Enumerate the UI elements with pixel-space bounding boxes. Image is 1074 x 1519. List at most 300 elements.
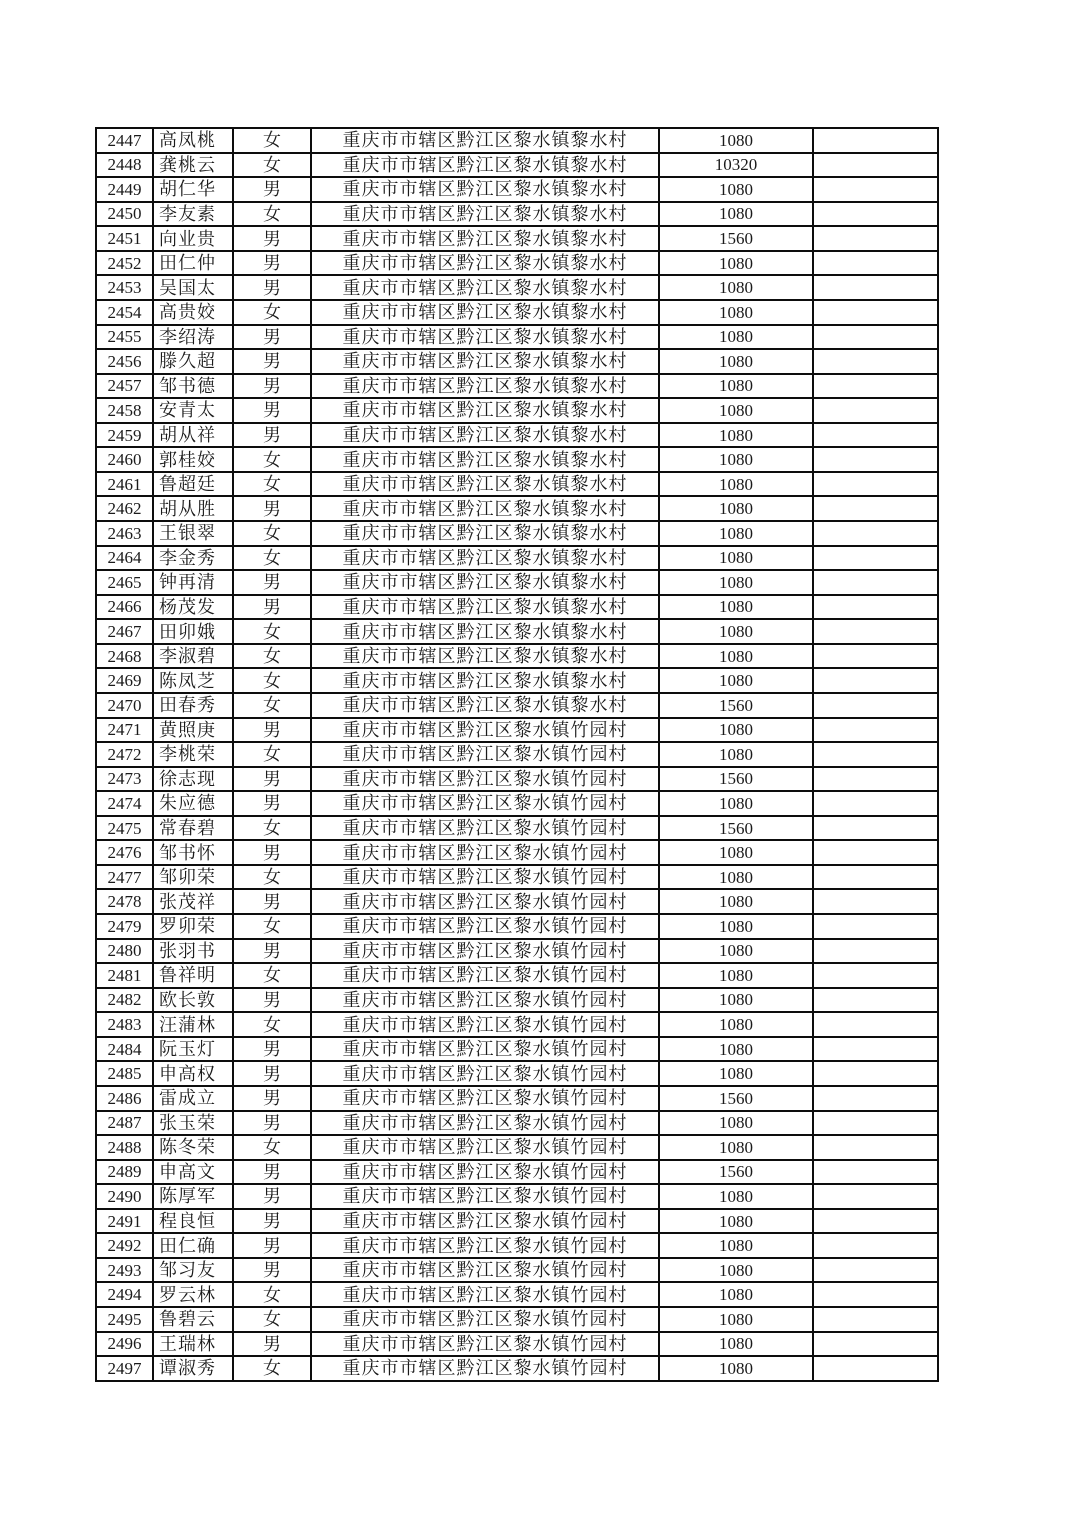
cell-name: 田春秀 — [153, 693, 233, 718]
cell-amount: 1080 — [659, 1233, 813, 1258]
cell-name: 李友素 — [153, 202, 233, 227]
cell-address: 重庆市市辖区黔江区黎水镇竹园村 — [311, 914, 659, 939]
cell-name: 张玉荣 — [153, 1111, 233, 1136]
cell-name: 张茂祥 — [153, 889, 233, 914]
cell-address: 重庆市市辖区黔江区黎水镇黎水村 — [311, 275, 659, 300]
cell-gender: 女 — [233, 1012, 311, 1037]
cell-gender: 男 — [233, 1233, 311, 1258]
cell-name: 陈凤芝 — [153, 668, 233, 693]
cell-name: 汪蒲林 — [153, 1012, 233, 1037]
cell-address: 重庆市市辖区黔江区黎水镇黎水村 — [311, 472, 659, 497]
cell-name: 龚桃云 — [153, 153, 233, 178]
cell-gender: 男 — [233, 275, 311, 300]
cell-address: 重庆市市辖区黔江区黎水镇黎水村 — [311, 251, 659, 276]
cell-blank — [813, 153, 938, 178]
cell-address: 重庆市市辖区黔江区黎水镇黎水村 — [311, 693, 659, 718]
cell-blank — [813, 619, 938, 644]
cell-gender: 男 — [233, 1037, 311, 1062]
table-row — [96, 177, 938, 202]
cell-amount: 1560 — [659, 816, 813, 841]
cell-blank — [813, 472, 938, 497]
cell-address: 重庆市市辖区黔江区黎水镇竹园村 — [311, 1111, 659, 1136]
cell-serial-number: 2450 — [96, 202, 153, 227]
cell-blank — [813, 1037, 938, 1062]
cell-blank — [813, 128, 938, 153]
cell-serial-number: 2462 — [96, 496, 153, 521]
cell-amount: 1080 — [659, 398, 813, 423]
cell-serial-number: 2461 — [96, 472, 153, 497]
cell-name: 罗云林 — [153, 1282, 233, 1307]
cell-blank — [813, 1061, 938, 1086]
cell-serial-number: 2464 — [96, 546, 153, 571]
cell-serial-number: 2467 — [96, 619, 153, 644]
cell-serial-number: 2468 — [96, 644, 153, 669]
cell-serial-number: 2454 — [96, 300, 153, 325]
cell-address: 重庆市市辖区黔江区黎水镇黎水村 — [311, 595, 659, 620]
cell-address: 重庆市市辖区黔江区黎水镇竹园村 — [311, 1233, 659, 1258]
cell-gender: 女 — [233, 128, 311, 153]
cell-gender: 男 — [233, 398, 311, 423]
cell-address: 重庆市市辖区黔江区黎水镇竹园村 — [311, 1307, 659, 1332]
cell-name: 高贵姣 — [153, 300, 233, 325]
cell-name: 欧长敦 — [153, 988, 233, 1013]
cell-name: 钟再清 — [153, 570, 233, 595]
cell-serial-number: 2494 — [96, 1282, 153, 1307]
cell-name: 滕久超 — [153, 349, 233, 374]
table-row — [96, 251, 938, 276]
cell-blank — [813, 718, 938, 743]
cell-serial-number: 2449 — [96, 177, 153, 202]
cell-amount: 1080 — [659, 840, 813, 865]
cell-amount: 1080 — [659, 300, 813, 325]
table-row — [96, 1111, 938, 1136]
cell-gender: 男 — [233, 177, 311, 202]
cell-blank — [813, 1184, 938, 1209]
table-row — [96, 374, 938, 399]
cell-gender: 男 — [233, 1209, 311, 1234]
cell-address: 重庆市市辖区黔江区黎水镇黎水村 — [311, 325, 659, 350]
cell-gender: 女 — [233, 1307, 311, 1332]
cell-gender: 男 — [233, 1160, 311, 1185]
cell-gender: 女 — [233, 668, 311, 693]
table-row — [96, 1356, 938, 1381]
cell-address: 重庆市市辖区黔江区黎水镇竹园村 — [311, 742, 659, 767]
cell-name: 邹书德 — [153, 374, 233, 399]
cell-serial-number: 2475 — [96, 816, 153, 841]
cell-blank — [813, 1209, 938, 1234]
cell-address: 重庆市市辖区黔江区黎水镇黎水村 — [311, 128, 659, 153]
cell-serial-number: 2491 — [96, 1209, 153, 1234]
cell-amount: 1080 — [659, 423, 813, 448]
cell-blank — [813, 1135, 938, 1160]
table-row — [96, 546, 938, 571]
cell-serial-number: 2474 — [96, 791, 153, 816]
table-row — [96, 300, 938, 325]
table-row — [96, 1086, 938, 1111]
cell-serial-number: 2486 — [96, 1086, 153, 1111]
cell-name: 阮玉灯 — [153, 1037, 233, 1062]
cell-address: 重庆市市辖区黔江区黎水镇竹园村 — [311, 963, 659, 988]
cell-amount: 1080 — [659, 1307, 813, 1332]
cell-serial-number: 2493 — [96, 1258, 153, 1283]
cell-serial-number: 2480 — [96, 939, 153, 964]
cell-serial-number: 2479 — [96, 914, 153, 939]
cell-serial-number: 2470 — [96, 693, 153, 718]
cell-amount: 1080 — [659, 644, 813, 669]
cell-amount: 1080 — [659, 202, 813, 227]
table-row — [96, 939, 938, 964]
table-row — [96, 275, 938, 300]
cell-gender: 男 — [233, 374, 311, 399]
table-row — [96, 1209, 938, 1234]
cell-gender: 男 — [233, 1086, 311, 1111]
cell-amount: 1080 — [659, 595, 813, 620]
cell-amount: 1080 — [659, 374, 813, 399]
table-row — [96, 840, 938, 865]
cell-blank — [813, 840, 938, 865]
cell-blank — [813, 988, 938, 1013]
cell-address: 重庆市市辖区黔江区黎水镇黎水村 — [311, 300, 659, 325]
cell-gender: 男 — [233, 939, 311, 964]
cell-blank — [813, 939, 938, 964]
cell-address: 重庆市市辖区黔江区黎水镇黎水村 — [311, 668, 659, 693]
cell-amount: 1560 — [659, 767, 813, 792]
cell-amount: 1560 — [659, 1160, 813, 1185]
cell-blank — [813, 1356, 938, 1381]
cell-name: 黄照庚 — [153, 718, 233, 743]
cell-serial-number: 2471 — [96, 718, 153, 743]
cell-address: 重庆市市辖区黔江区黎水镇黎水村 — [311, 570, 659, 595]
cell-address: 重庆市市辖区黔江区黎水镇黎水村 — [311, 423, 659, 448]
cell-blank — [813, 546, 938, 571]
table-row — [96, 521, 938, 546]
cell-name: 王银翠 — [153, 521, 233, 546]
cell-name: 朱应德 — [153, 791, 233, 816]
cell-amount: 1080 — [659, 988, 813, 1013]
cell-address: 重庆市市辖区黔江区黎水镇黎水村 — [311, 619, 659, 644]
cell-gender: 女 — [233, 447, 311, 472]
cell-gender: 男 — [233, 325, 311, 350]
cell-address: 重庆市市辖区黔江区黎水镇竹园村 — [311, 1037, 659, 1062]
cell-name: 邹习友 — [153, 1258, 233, 1283]
cell-amount: 1080 — [659, 889, 813, 914]
cell-amount: 1080 — [659, 1135, 813, 1160]
cell-blank — [813, 202, 938, 227]
cell-amount: 1080 — [659, 349, 813, 374]
cell-serial-number: 2448 — [96, 153, 153, 178]
table-row — [96, 447, 938, 472]
table-row — [96, 1332, 938, 1357]
cell-amount: 1080 — [659, 914, 813, 939]
cell-serial-number: 2455 — [96, 325, 153, 350]
cell-blank — [813, 889, 938, 914]
cell-name: 李金秀 — [153, 546, 233, 571]
table-row — [96, 1037, 938, 1062]
cell-gender: 女 — [233, 472, 311, 497]
cell-blank — [813, 300, 938, 325]
cell-blank — [813, 251, 938, 276]
table-row — [96, 202, 938, 227]
cell-serial-number: 2478 — [96, 889, 153, 914]
table-row — [96, 595, 938, 620]
table-row — [96, 349, 938, 374]
cell-address: 重庆市市辖区黔江区黎水镇竹园村 — [311, 865, 659, 890]
cell-address: 重庆市市辖区黔江区黎水镇竹园村 — [311, 988, 659, 1013]
cell-address: 重庆市市辖区黔江区黎水镇竹园村 — [311, 1332, 659, 1357]
cell-blank — [813, 398, 938, 423]
cell-serial-number: 2457 — [96, 374, 153, 399]
table-row — [96, 963, 938, 988]
cell-blank — [813, 1258, 938, 1283]
cell-serial-number: 2459 — [96, 423, 153, 448]
cell-blank — [813, 767, 938, 792]
table-row — [96, 153, 938, 178]
cell-amount: 1080 — [659, 668, 813, 693]
cell-amount: 1560 — [659, 1086, 813, 1111]
cell-gender: 女 — [233, 153, 311, 178]
cell-blank — [813, 349, 938, 374]
cell-gender: 女 — [233, 865, 311, 890]
cell-address: 重庆市市辖区黔江区黎水镇黎水村 — [311, 546, 659, 571]
cell-serial-number: 2489 — [96, 1160, 153, 1185]
cell-blank — [813, 668, 938, 693]
cell-name: 常春碧 — [153, 816, 233, 841]
cell-address: 重庆市市辖区黔江区黎水镇黎水村 — [311, 644, 659, 669]
cell-blank — [813, 914, 938, 939]
cell-name: 田仁仲 — [153, 251, 233, 276]
cell-blank — [813, 275, 938, 300]
cell-amount: 1080 — [659, 1209, 813, 1234]
cell-amount: 1080 — [659, 472, 813, 497]
cell-amount: 1080 — [659, 447, 813, 472]
cell-address: 重庆市市辖区黔江区黎水镇竹园村 — [311, 718, 659, 743]
table-row — [96, 226, 938, 251]
cell-name: 田卯娥 — [153, 619, 233, 644]
cell-serial-number: 2456 — [96, 349, 153, 374]
cell-address: 重庆市市辖区黔江区黎水镇竹园村 — [311, 1160, 659, 1185]
cell-amount: 1080 — [659, 1282, 813, 1307]
cell-gender: 男 — [233, 889, 311, 914]
cell-name: 向业贵 — [153, 226, 233, 251]
cell-gender: 男 — [233, 791, 311, 816]
cell-address: 重庆市市辖区黔江区黎水镇黎水村 — [311, 496, 659, 521]
cell-blank — [813, 595, 938, 620]
cell-address: 重庆市市辖区黔江区黎水镇竹园村 — [311, 1209, 659, 1234]
cell-blank — [813, 963, 938, 988]
cell-serial-number: 2495 — [96, 1307, 153, 1332]
table-row — [96, 496, 938, 521]
cell-amount: 1080 — [659, 496, 813, 521]
cell-serial-number: 2476 — [96, 840, 153, 865]
cell-address: 重庆市市辖区黔江区黎水镇竹园村 — [311, 1086, 659, 1111]
cell-amount: 1080 — [659, 177, 813, 202]
cell-gender: 女 — [233, 521, 311, 546]
cell-address: 重庆市市辖区黔江区黎水镇竹园村 — [311, 1012, 659, 1037]
cell-blank — [813, 644, 938, 669]
cell-address: 重庆市市辖区黔江区黎水镇竹园村 — [311, 840, 659, 865]
cell-address: 重庆市市辖区黔江区黎水镇竹园村 — [311, 1061, 659, 1086]
cell-blank — [813, 1111, 938, 1136]
cell-serial-number: 2447 — [96, 128, 153, 153]
cell-address: 重庆市市辖区黔江区黎水镇黎水村 — [311, 349, 659, 374]
cell-name: 程良恒 — [153, 1209, 233, 1234]
cell-blank — [813, 693, 938, 718]
cell-serial-number: 2485 — [96, 1061, 153, 1086]
cell-gender: 男 — [233, 988, 311, 1013]
cell-name: 申高文 — [153, 1160, 233, 1185]
cell-blank — [813, 1012, 938, 1037]
cell-name: 杨茂发 — [153, 595, 233, 620]
cell-name: 邹卯荣 — [153, 865, 233, 890]
cell-blank — [813, 325, 938, 350]
cell-gender: 男 — [233, 570, 311, 595]
cell-serial-number: 2453 — [96, 275, 153, 300]
cell-blank — [813, 374, 938, 399]
table-row — [96, 1184, 938, 1209]
cell-amount: 1080 — [659, 1184, 813, 1209]
cell-amount: 1560 — [659, 693, 813, 718]
table-row — [96, 889, 938, 914]
cell-serial-number: 2472 — [96, 742, 153, 767]
cell-amount: 1080 — [659, 275, 813, 300]
cell-serial-number: 2477 — [96, 865, 153, 890]
table-row — [96, 570, 938, 595]
cell-blank — [813, 1332, 938, 1357]
table-row — [96, 128, 938, 153]
cell-name: 李桃荣 — [153, 742, 233, 767]
table-row — [96, 1160, 938, 1185]
cell-address: 重庆市市辖区黔江区黎水镇竹园村 — [311, 1258, 659, 1283]
cell-blank — [813, 496, 938, 521]
cell-gender: 男 — [233, 767, 311, 792]
cell-name: 罗卯荣 — [153, 914, 233, 939]
cell-name: 陈厚军 — [153, 1184, 233, 1209]
cell-serial-number: 2460 — [96, 447, 153, 472]
cell-gender: 男 — [233, 251, 311, 276]
cell-gender: 女 — [233, 1282, 311, 1307]
table-row — [96, 914, 938, 939]
cell-blank — [813, 177, 938, 202]
cell-serial-number: 2482 — [96, 988, 153, 1013]
table-row — [96, 668, 938, 693]
cell-name: 李淑碧 — [153, 644, 233, 669]
cell-serial-number: 2484 — [96, 1037, 153, 1062]
cell-blank — [813, 791, 938, 816]
cell-name: 胡仁华 — [153, 177, 233, 202]
cell-gender: 男 — [233, 1111, 311, 1136]
cell-gender: 男 — [233, 840, 311, 865]
cell-gender: 女 — [233, 619, 311, 644]
cell-amount: 1080 — [659, 521, 813, 546]
cell-serial-number: 2483 — [96, 1012, 153, 1037]
table-row — [96, 791, 938, 816]
cell-amount: 1080 — [659, 865, 813, 890]
cell-address: 重庆市市辖区黔江区黎水镇竹园村 — [311, 1282, 659, 1307]
cell-name: 安青太 — [153, 398, 233, 423]
table-row — [96, 325, 938, 350]
cell-name: 胡从祥 — [153, 423, 233, 448]
cell-serial-number: 2496 — [96, 1332, 153, 1357]
cell-address: 重庆市市辖区黔江区黎水镇黎水村 — [311, 202, 659, 227]
table-row — [96, 718, 938, 743]
cell-gender: 女 — [233, 963, 311, 988]
cell-serial-number: 2487 — [96, 1111, 153, 1136]
cell-address: 重庆市市辖区黔江区黎水镇竹园村 — [311, 767, 659, 792]
cell-address: 重庆市市辖区黔江区黎水镇竹园村 — [311, 816, 659, 841]
cell-address: 重庆市市辖区黔江区黎水镇竹园村 — [311, 939, 659, 964]
table-row — [96, 1282, 938, 1307]
table-row — [96, 619, 938, 644]
cell-serial-number: 2465 — [96, 570, 153, 595]
cell-serial-number: 2469 — [96, 668, 153, 693]
cell-gender: 女 — [233, 1135, 311, 1160]
cell-name: 鲁碧云 — [153, 1307, 233, 1332]
cell-name: 雷成立 — [153, 1086, 233, 1111]
cell-name: 李绍涛 — [153, 325, 233, 350]
cell-amount: 1080 — [659, 1356, 813, 1381]
cell-gender: 男 — [233, 1258, 311, 1283]
cell-gender: 男 — [233, 226, 311, 251]
cell-amount: 1080 — [659, 1012, 813, 1037]
cell-amount: 1080 — [659, 1061, 813, 1086]
cell-name: 陈冬荣 — [153, 1135, 233, 1160]
cell-blank — [813, 226, 938, 251]
cell-serial-number: 2481 — [96, 963, 153, 988]
table-row — [96, 1061, 938, 1086]
cell-amount: 1080 — [659, 619, 813, 644]
cell-serial-number: 2451 — [96, 226, 153, 251]
cell-gender: 女 — [233, 546, 311, 571]
cell-name: 王瑞林 — [153, 1332, 233, 1357]
table-row — [96, 644, 938, 669]
cell-name: 吴国太 — [153, 275, 233, 300]
cell-name: 胡从胜 — [153, 496, 233, 521]
cell-gender: 男 — [233, 496, 311, 521]
table-row — [96, 1258, 938, 1283]
cell-amount: 1080 — [659, 325, 813, 350]
table-row — [96, 816, 938, 841]
cell-gender: 女 — [233, 816, 311, 841]
cell-amount: 1560 — [659, 226, 813, 251]
cell-gender: 女 — [233, 1356, 311, 1381]
cell-serial-number: 2466 — [96, 595, 153, 620]
cell-gender: 男 — [233, 595, 311, 620]
table-row — [96, 398, 938, 423]
cell-gender: 女 — [233, 644, 311, 669]
cell-blank — [813, 742, 938, 767]
cell-blank — [813, 816, 938, 841]
cell-gender: 男 — [233, 1061, 311, 1086]
cell-amount: 10320 — [659, 153, 813, 178]
cell-address: 重庆市市辖区黔江区黎水镇竹园村 — [311, 1135, 659, 1160]
cell-blank — [813, 1282, 938, 1307]
cell-amount: 1080 — [659, 939, 813, 964]
cell-address: 重庆市市辖区黔江区黎水镇黎水村 — [311, 398, 659, 423]
table-row — [96, 423, 938, 448]
cell-blank — [813, 1086, 938, 1111]
cell-gender: 男 — [233, 423, 311, 448]
cell-amount: 1080 — [659, 718, 813, 743]
cell-amount: 1080 — [659, 251, 813, 276]
cell-gender: 男 — [233, 718, 311, 743]
cell-amount: 1080 — [659, 546, 813, 571]
cell-gender: 女 — [233, 693, 311, 718]
table-row — [96, 1135, 938, 1160]
table-row — [96, 1233, 938, 1258]
cell-blank — [813, 1307, 938, 1332]
cell-serial-number: 2497 — [96, 1356, 153, 1381]
cell-address: 重庆市市辖区黔江区黎水镇黎水村 — [311, 177, 659, 202]
